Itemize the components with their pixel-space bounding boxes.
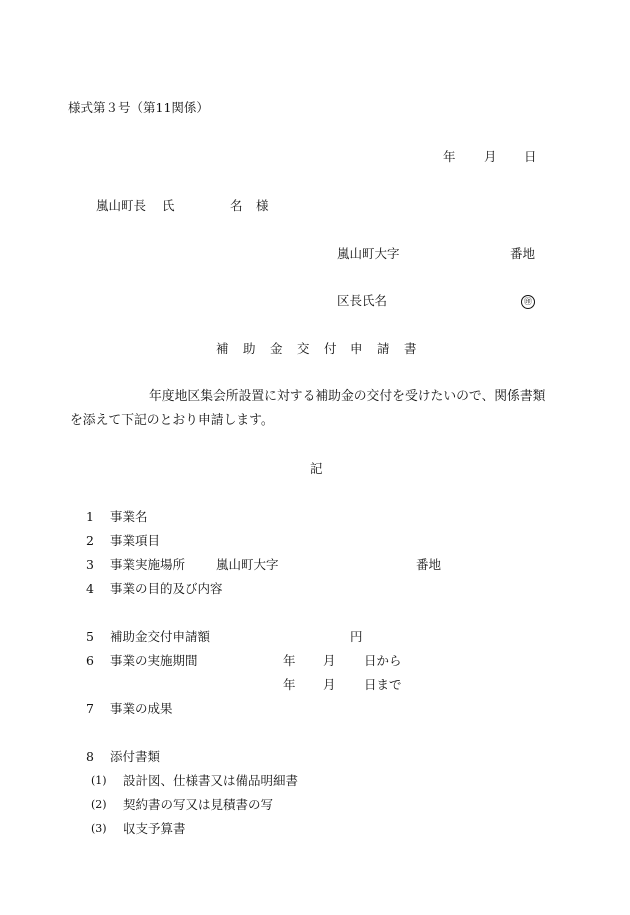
item-label: 補助金交付申請額 (110, 629, 211, 644)
seal-icon: ㊞ (521, 295, 535, 309)
attachment-label: 収支予算書 (123, 821, 186, 836)
addressee-sama: 様 (256, 198, 269, 213)
item-place: 嵐山町大字 (216, 557, 279, 572)
attachment-number: (1) (91, 774, 107, 787)
attachment-label: 契約書の写又は見積書の写 (123, 797, 274, 812)
form-header: 様式第３号（第11関係） (68, 100, 209, 115)
date-month: 月 (484, 149, 497, 164)
body-line-2: を添えて下記のとおり申請します。 (70, 413, 274, 428)
item-number: 8 (86, 749, 94, 764)
item-label: 事業の成果 (110, 701, 173, 716)
item-label: 事業項目 (110, 533, 161, 548)
body-line-1: 年度地区集会所設置に対する補助金の交付を受けたいので、関係書類 (149, 389, 546, 404)
item-number: 1 (86, 509, 94, 524)
period-to-month: 月 (323, 677, 336, 692)
title-char: 書 (404, 341, 417, 356)
item-number: 4 (86, 581, 94, 596)
item-unit: 円 (350, 629, 363, 644)
addressee-name: 名 (230, 198, 243, 213)
addressee-office: 嵐山町長 (96, 198, 147, 213)
item-number: 5 (86, 629, 94, 644)
title-char: 金 (270, 341, 283, 356)
item-number: 3 (86, 557, 94, 572)
title-char: 補 (216, 341, 229, 356)
addressee-shi: 氏 (162, 198, 175, 213)
item-number: 7 (86, 701, 94, 716)
item-label: 事業の目的及び内容 (110, 581, 223, 596)
title-char: 助 (243, 341, 256, 356)
title-char: 交 (297, 341, 310, 356)
ki-heading: 記 (310, 461, 323, 476)
applicant-address-label: 嵐山町大字 (337, 246, 400, 261)
attachment-number: (2) (91, 798, 107, 811)
applicant-banchi: 番地 (510, 246, 536, 261)
attachment-number: (3) (91, 822, 107, 835)
title-char: 付 (324, 341, 337, 356)
period-from-day: 日から (364, 653, 402, 668)
date-day: 日 (524, 149, 537, 164)
item-banchi: 番地 (416, 557, 442, 572)
period-to-day: 日まで (364, 677, 402, 692)
item-number: 6 (86, 653, 94, 668)
date-year: 年 (443, 149, 456, 164)
period-from-month: 月 (323, 653, 336, 668)
item-label: 事業実施場所 (110, 557, 186, 572)
item-label: 事業の実施期間 (110, 653, 198, 668)
item-number: 2 (86, 533, 94, 548)
title-char: 請 (377, 341, 390, 356)
applicant-name-label: 区長氏名 (337, 293, 388, 308)
title-char: 申 (350, 341, 363, 356)
item-label: 添付書類 (110, 749, 161, 764)
period-to-year: 年 (283, 677, 296, 692)
item-label: 事業名 (110, 509, 148, 524)
period-from-year: 年 (283, 653, 296, 668)
attachment-label: 設計図、仕様書又は備品明細書 (123, 773, 299, 788)
